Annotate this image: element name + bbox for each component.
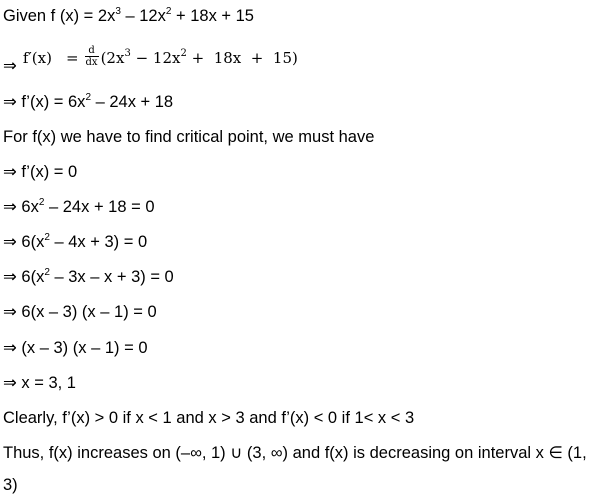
given-text-end: + 18x + 15 — [171, 7, 254, 25]
given-function-line — [3, 6, 254, 26]
exponent: 2 — [44, 267, 50, 278]
factored-form-line: ⇒ 6(x – 3) (x – 1) = 0 — [3, 303, 157, 321]
d-dx-fraction — [85, 45, 99, 68]
split-middle-term-line — [3, 267, 174, 287]
equation-text-end: – 3x – x + 3) = 0 — [49, 268, 174, 286]
critical-values-line: ⇒ x = 3, 1 — [3, 374, 76, 392]
given-text: Given f (x) = 2x — [3, 7, 116, 25]
equals-sign: = — [65, 48, 79, 67]
expression-mid: − 12x — [130, 48, 181, 67]
equation-text: ⇒ 6(x — [3, 268, 45, 286]
sign-analysis-line: Clearly, f’(x) > 0 if x < 1 and x > 3 and f’(x) < 0 if 1< x < 3 — [3, 409, 415, 427]
exponent: 2 — [85, 92, 91, 103]
derivative-text-end: – 24x + 18 — [91, 93, 174, 111]
simplified-factor-line: ⇒ (x – 3) (x – 1) = 0 — [3, 339, 148, 357]
derivative-notation: f′(x) — [22, 48, 52, 67]
derivative-zero-line: ⇒ f’(x) = 0 — [3, 163, 78, 181]
exponent: 3 — [124, 47, 131, 59]
fraction-denominator: dx — [85, 57, 98, 68]
implies-symbol: ⇒ — [3, 56, 17, 75]
expression-start: (2x — [100, 48, 125, 67]
exponent: 3 — [115, 6, 121, 17]
equation-text-end: – 4x + 3) = 0 — [49, 233, 148, 251]
equation-text-end: – 24x + 18 = 0 — [44, 198, 155, 216]
equation-text: ⇒ 6x — [3, 198, 39, 216]
quadratic-equation-line — [3, 197, 155, 217]
expression-end: + 18x + 15) — [186, 48, 298, 67]
exponent: 2 — [180, 47, 187, 59]
conclusion-line: Thus, f(x) increases on (–∞, 1) ∪ (3, ∞) and f(x) is decreasing on interval x ∈ (1, 3) — [3, 444, 587, 494]
exponent: 2 — [165, 6, 172, 17]
factored-common-line — [3, 232, 147, 252]
exponent: 2 — [44, 232, 50, 243]
derivative-definition-line — [3, 45, 298, 75]
equation-text: ⇒ 6(x — [3, 233, 45, 251]
given-text-mid: – 12x — [120, 7, 166, 25]
critical-point-statement: For f(x) we have to find critical point, we must have — [3, 128, 375, 146]
exponent: 2 — [38, 197, 45, 208]
fraction-numerator: d — [85, 45, 99, 57]
derivative-result-line — [3, 92, 173, 112]
derivative-text: ⇒ f’(x) = 6x — [3, 93, 86, 111]
